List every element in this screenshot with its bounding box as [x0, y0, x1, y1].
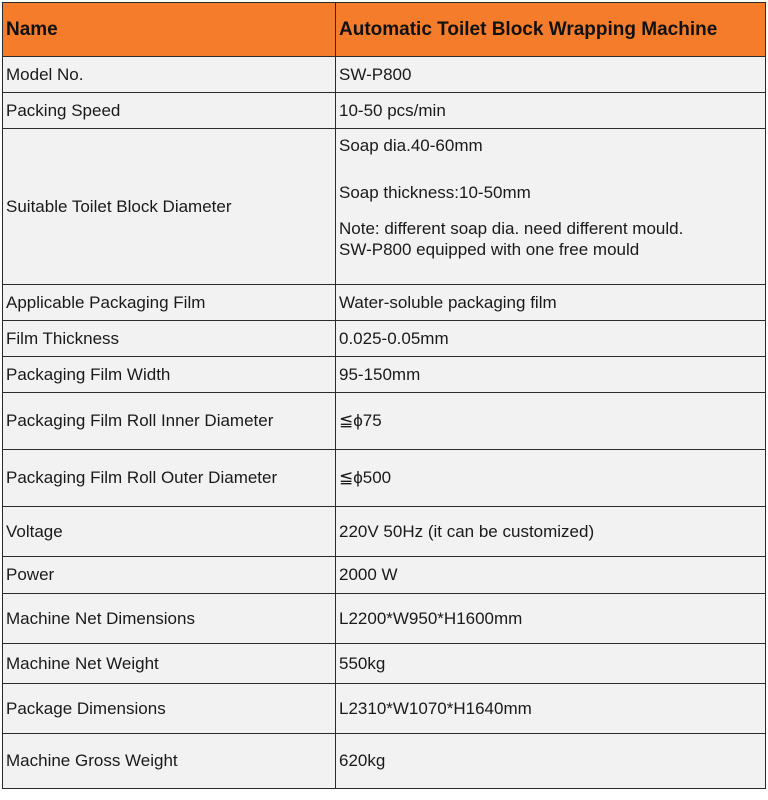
row-value-multiline: [336, 129, 766, 285]
row-label: Model No.: [3, 57, 336, 93]
row-label: Applicable Packaging Film: [3, 285, 336, 321]
table-row: [3, 129, 766, 285]
table-row: [3, 357, 766, 393]
table-header-row: [3, 3, 766, 57]
table-row: [3, 734, 766, 789]
row-label: Machine Net Dimensions: [3, 594, 336, 644]
row-label: Packaging Film Roll Inner Diameter: [3, 393, 336, 450]
row-value: 2000 W: [336, 557, 766, 594]
table-row: [3, 393, 766, 450]
table-row: [3, 57, 766, 93]
value-line: Soap dia.40-60mm: [339, 136, 483, 155]
row-label: Suitable Toilet Block Diameter: [3, 129, 336, 285]
header-label: Name: [3, 3, 336, 57]
row-label: Package Dimensions: [3, 684, 336, 734]
row-label: Packaging Film Width: [3, 357, 336, 393]
table-row: [3, 557, 766, 594]
table-row: [3, 285, 766, 321]
header-value: Automatic Toilet Block Wrapping Machine: [336, 3, 766, 57]
row-value: ≦ϕ75: [336, 393, 766, 450]
table-row: [3, 594, 766, 644]
table-row: [3, 450, 766, 507]
row-label: Voltage: [3, 507, 336, 557]
row-value: 620kg: [336, 734, 766, 789]
table-row: [3, 321, 766, 357]
row-value: 220V 50Hz (it can be customized): [336, 507, 766, 557]
row-value: SW-P800: [336, 57, 766, 93]
table-row: [3, 644, 766, 684]
table-row: [3, 684, 766, 734]
row-value: 10-50 pcs/min: [336, 93, 766, 129]
value-line: Note: different soap dia. need different mould.: [339, 218, 684, 238]
table-row: [3, 507, 766, 557]
row-label: Packaging Film Roll Outer Diameter: [3, 450, 336, 507]
row-value: 95-150mm: [336, 357, 766, 393]
row-value: 550kg: [336, 644, 766, 684]
row-value: L2200*W950*H1600mm: [336, 594, 766, 644]
row-value: L2310*W1070*H1640mm: [336, 684, 766, 734]
table-row: [3, 93, 766, 129]
value-line: SW-P800 equipped with one free mould: [339, 239, 640, 259]
spec-table: [2, 2, 766, 789]
row-value: Water-soluble packaging film: [336, 285, 766, 321]
row-label: Film Thickness: [3, 321, 336, 357]
row-value: ≦ϕ500: [336, 450, 766, 507]
row-value: 0.025-0.05mm: [336, 321, 766, 357]
row-label: Machine Gross Weight: [3, 734, 336, 789]
value-line: Soap thickness:10-50mm: [339, 183, 531, 203]
row-label: Power: [3, 557, 336, 594]
row-label: Machine Net Weight: [3, 644, 336, 684]
row-label: Packing Speed: [3, 93, 336, 129]
